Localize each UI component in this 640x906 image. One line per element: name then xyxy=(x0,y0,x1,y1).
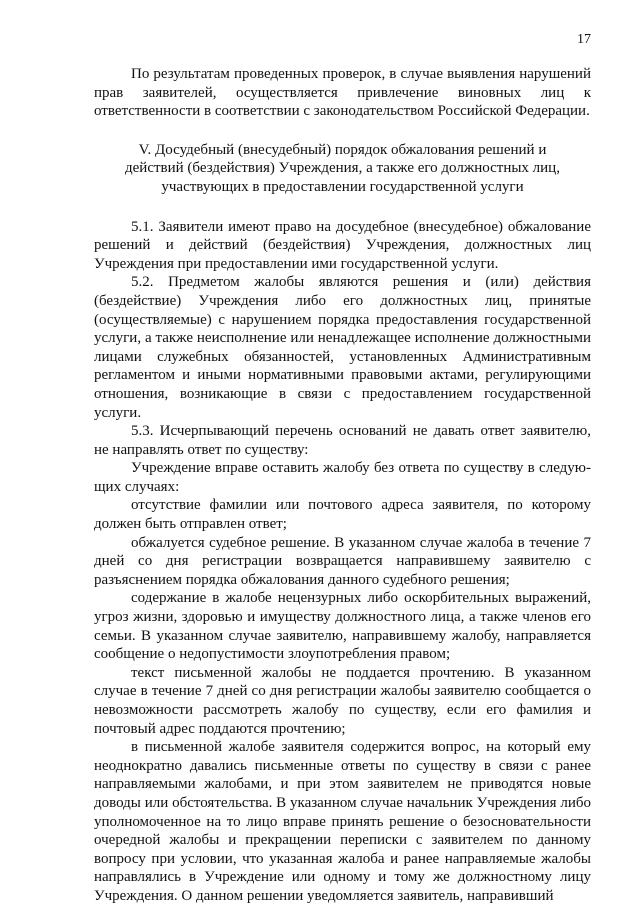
paragraph-5-1: 5.1. Заявители имеют право на досудебное (внесудебное) обжалование решений и действий (бездействия) Учреждения, должностных лиц Учреждения при предоставлении ими государственной услуги. xyxy=(94,218,591,272)
list-item-obscene-content: содержание в жалобе нецензурных либо оскорбительных выражений, угроз жизни, здоровью и имуществу должностного лица, а также членов его семьи. В указанном случае заявителю, направившему жалобу, направляется сообщение о недопустимости злоупотребления правом; xyxy=(94,590,591,663)
section-heading-line-3: участвующих в предоставлении государственной услуги xyxy=(161,178,524,195)
list-item-no-name-address: отсутствие фамилии или почтового адреса заявителя, по которому должен быть отправлен ответ; xyxy=(94,497,591,533)
section-heading-line-2: действий (бездействия) Учреждения, а также его должностных лиц, xyxy=(125,160,560,177)
paragraph-grounds-intro: Учреждение вправе оставить жалобу без ответа по существу в следующих случаях: xyxy=(94,460,591,495)
document-page xyxy=(94,0,591,905)
document-body xyxy=(94,65,591,906)
paragraph-5-2: 5.2. Предметом жалобы являются решения и (или) действия (бездействие) Учреждения либо его должностных лиц, принятые (осуществляемые) с нарушением порядка предоставления государственной услуги, а также неисполнение или ненадлежащее исполнение должностными лицами служебных обязанностей, установленных Административным регламентом и иными нормативными правовыми актами, регулирующими отношения, возникающие в связи с предоставлением государственной услуги. xyxy=(94,274,591,421)
paragraph-5-3: 5.3. Исчерпывающий перечень оснований не давать ответ заявителю, не направлять ответ по существу: xyxy=(94,423,591,458)
section-heading-line-1: V. Досудебный (внесудебный) порядок обжалования решений и xyxy=(138,141,547,158)
list-item-court-decision: обжалуется судебное решение. В указанном случае жалоба в течение 7 дней со дня регистрации возвращается направившему заявителю с разъяснением порядка обжалования данного судебного решения; xyxy=(94,534,591,588)
list-item-repeated-question: в письменной жалобе заявителя содержится вопрос, на который ему неоднократно давались письменные ответы по существу в связи с ранее направляемыми жалобами, и при этом заявителем не приводятся новые доводы или обстоятельства. В указанном случае начальник Учреждения либо уполномоченное на то лицо вправе принять решение о безосновательности очередной жалобы и прекращении переписки с заявителем по данному вопросу при условии, что указанная жалоба и ранее направляемые жалобы направлялись в Учреждение или одному и тому же должностному лицу Учреждения. О данном решении уведомляется заявитель, направивший xyxy=(94,739,591,904)
page-number: 17 xyxy=(577,32,591,47)
intro-paragraph: По результатам проведенных проверок, в случае выявления нарушений прав заявителей, осуществляется привлечение виновных лиц к ответственности в соответствии с законодательством Российской Федерации. xyxy=(94,66,591,120)
section-heading xyxy=(94,141,591,197)
list-item-unreadable-text: текст письменной жалобы не поддается прочтению. В указанном случае в течение 7 дней со дня регистрации жалобы заявителю сообщается о невозможности рассмотреть жалобу по существу, если его фамилия и почтовый адрес поддаются прочтению; xyxy=(94,664,591,737)
